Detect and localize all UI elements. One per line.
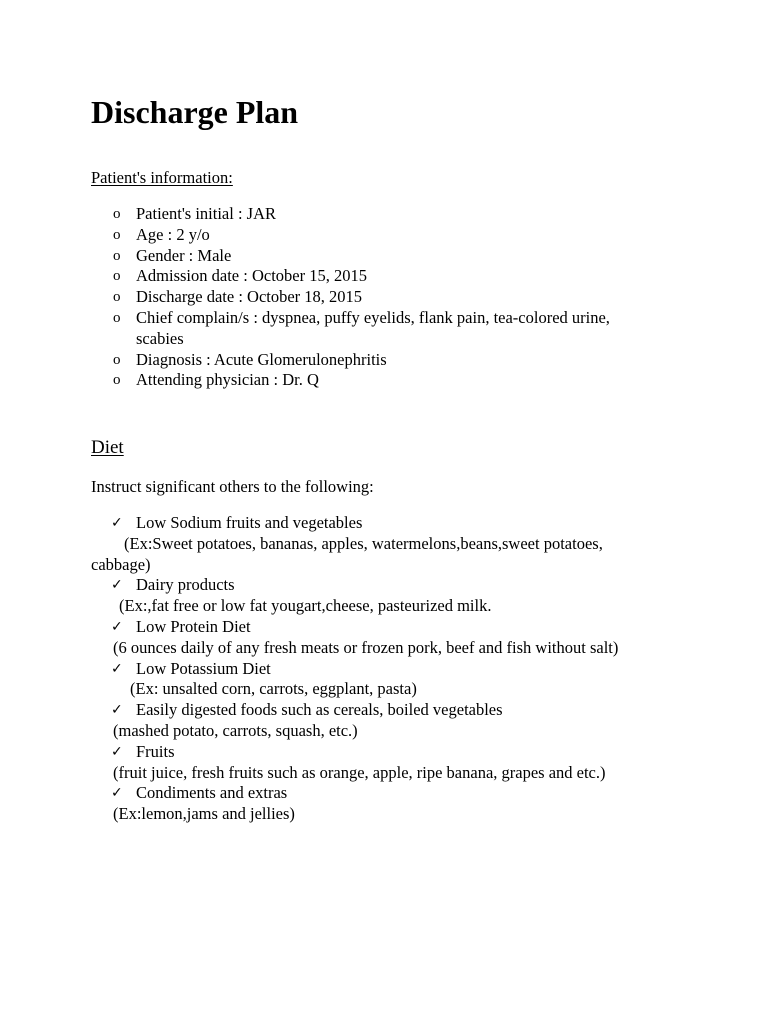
list-item	[0, 513, 768, 575]
bullet-icon: o	[113, 247, 121, 264]
diet-item-label: Fruits	[136, 741, 175, 761]
attending-physician: Attending physician : Dr. Q	[136, 370, 319, 390]
list-item	[0, 266, 656, 287]
chief-complaints: Chief complain/s : dyspnea, puffy eyelids, flank pain, tea-colored urine, scabies	[136, 307, 610, 348]
diet-item-label: Low Potassium Diet	[136, 658, 271, 678]
diet-item-detail: (Ex:lemon,jams and jellies)	[113, 804, 295, 824]
bullet-icon: o	[113, 226, 121, 243]
patient-initial: Patient's initial : JAR	[136, 204, 277, 223]
patient-gender: Gender : Male	[136, 245, 232, 265]
bullet-icon: o	[113, 309, 121, 326]
list-item	[0, 225, 656, 246]
checkmark-icon: ✓	[111, 743, 123, 760]
checkmark-icon: ✓	[111, 577, 123, 594]
discharge-date: Discharge date : October 18, 2015	[136, 287, 363, 307]
checkmark-icon: ✓	[111, 660, 123, 677]
list-item	[0, 700, 768, 742]
list-item	[0, 617, 768, 659]
patient-info-list	[0, 204, 768, 391]
list-item	[0, 783, 768, 825]
list-item	[0, 308, 656, 350]
checkmark-icon: ✓	[111, 515, 123, 531]
patient-age: Age : 2 y/o	[136, 224, 210, 244]
diet-item-label: Dairy products	[136, 575, 235, 595]
bullet-icon: o	[113, 351, 121, 368]
bullet-icon: o	[113, 372, 121, 389]
checkmark-icon: ✓	[111, 785, 123, 802]
admission-date: Admission date : October 15, 2015	[136, 266, 367, 286]
patient-info-heading: Patient's information:	[91, 168, 233, 187]
diet-item-detail: (6 ounces daily of any fresh meats or frozen pork, beef and fish without salt)	[113, 637, 619, 657]
diet-item-label: Easily digested foods such as cereals, boiled vegetables	[136, 700, 503, 720]
diet-item-label: Low Protein Diet	[136, 616, 251, 636]
diet-item-detail: (fruit juice, fresh fruits such as orange, apple, ripe banana, grapes and etc.)	[113, 762, 606, 782]
diet-item-detail: (mashed potato, carrots, squash, etc.)	[113, 720, 358, 740]
bullet-icon: o	[113, 206, 121, 222]
list-item	[0, 350, 656, 371]
diet-item-detail: (Ex:Sweet potatoes, bananas, apples, watermelons,beans,sweet potatoes,	[124, 533, 603, 553]
diagnosis: Diagnosis : Acute Glomerulonephritis	[136, 349, 387, 369]
diet-item-detail-continued: cabbage)	[91, 554, 151, 574]
diet-item-label: Low Sodium fruits and vegetables	[136, 513, 363, 532]
list-item	[0, 370, 656, 391]
checkmark-icon: ✓	[111, 618, 123, 635]
list-item	[0, 575, 768, 617]
list-item	[0, 659, 768, 701]
list-item	[0, 287, 656, 308]
checkmark-icon: ✓	[111, 702, 123, 719]
diet-heading: Diet	[91, 437, 124, 458]
diet-item-label: Condiments and extras	[136, 783, 288, 803]
bullet-icon: o	[113, 289, 121, 306]
list-item	[0, 204, 656, 225]
diet-intro: Instruct significant others to the following:	[91, 477, 374, 496]
page-title: Discharge Plan	[91, 94, 299, 130]
diet-list	[0, 513, 768, 825]
list-item	[0, 742, 768, 784]
bullet-icon: o	[113, 268, 121, 285]
list-item	[0, 246, 656, 267]
diet-item-detail: (Ex: unsalted corn, carrots, eggplant, pasta)	[130, 679, 417, 699]
diet-item-detail: (Ex:,fat free or low fat yougart,cheese, pasteurized milk.	[119, 596, 492, 616]
